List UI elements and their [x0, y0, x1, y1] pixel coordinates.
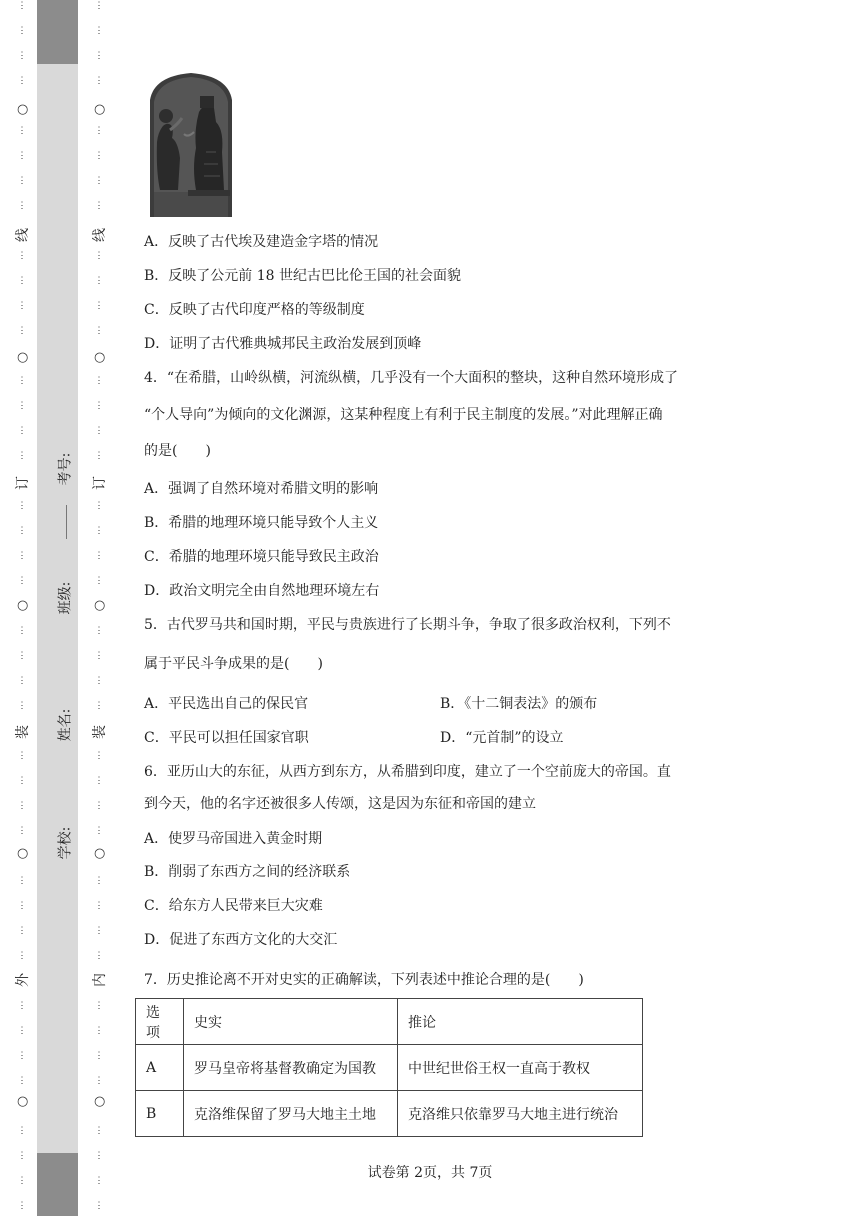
dot-separator: ⋮	[17, 401, 27, 411]
dot-separator: ⋮	[94, 301, 104, 311]
dot-separator: ⋮	[94, 201, 104, 211]
table-cell: 罗马皇帝将基督教确定为国教	[184, 1045, 398, 1091]
dot-separator: ⋮	[17, 551, 27, 561]
dot-separator: ⋮	[94, 401, 104, 411]
dot-separator: ⋮	[94, 1001, 104, 1011]
q6-option-b: B．削弱了东西方之间的经济联系	[144, 864, 351, 880]
binding-strip-top	[37, 0, 78, 64]
q3-option-a: A．反映了古代埃及建造金字塔的情况	[144, 234, 379, 250]
dot-separator: ⋮	[17, 326, 27, 336]
inner-char-xian: 线	[92, 228, 108, 242]
dot-separator: ⋮	[17, 1, 27, 11]
inner-char-zhuang: 装	[92, 725, 108, 739]
dot-separator: ⋮	[94, 126, 104, 136]
dot-separator: ⋮	[94, 776, 104, 786]
table-header-cell: 选项	[136, 999, 184, 1045]
dot-separator: ⋮	[17, 1176, 27, 1186]
outer-char-zhuang: 装	[15, 725, 31, 739]
dot-separator: ⋮	[94, 701, 104, 711]
dot-separator: ⋮	[17, 576, 27, 586]
dot-separator: ⋮	[17, 151, 27, 161]
dot-separator: ⋮	[17, 1076, 27, 1086]
dot-separator: ⋮	[94, 526, 104, 536]
q5-option-d: D．“元首制”的设立	[440, 730, 564, 746]
q4-option-c: C．希腊的地理环境只能导致民主政治	[144, 549, 379, 565]
circle-marker-icon: ○	[94, 846, 106, 861]
dot-separator: ⋮	[94, 676, 104, 686]
q5-option-b: B．《十二铜表法》的颁布	[440, 696, 598, 712]
table-cell: 克洛维只依靠罗马大地主进行统治	[398, 1091, 643, 1137]
dot-separator: ⋮	[17, 201, 27, 211]
dot-separator: ⋮	[94, 426, 104, 436]
q4-stem-line-1: 4．“在希腊，山岭纵横，河流纵横，几乎没有一个大面积的整块，这种自然环境形成了	[144, 370, 679, 386]
dot-separator: ⋮	[17, 1126, 27, 1136]
dot-separator: ⋮	[94, 376, 104, 386]
q7-stem: 7．历史推论离不开对史实的正确解读，下列表述中推论合理的是( )	[144, 972, 584, 988]
dot-separator: ⋮	[94, 751, 104, 761]
dot-separator: ⋮	[17, 1026, 27, 1036]
dot-separator: ⋮	[17, 451, 27, 461]
table-header-row	[136, 999, 643, 1045]
dot-separator: ⋮	[94, 251, 104, 261]
circle-marker-icon: ○	[94, 598, 106, 613]
table-cell: B	[136, 1091, 184, 1137]
dot-separator: ⋮	[94, 1076, 104, 1086]
dot-separator: ⋮	[94, 1, 104, 11]
dot-separator: ⋮	[94, 951, 104, 961]
dot-separator: ⋮	[17, 751, 27, 761]
dot-separator: ⋮	[94, 51, 104, 61]
circle-marker-icon: ○	[94, 350, 106, 365]
dot-separator: ⋮	[17, 776, 27, 786]
q5-option-c: C．平民可以担任国家官职	[144, 730, 309, 746]
dot-separator: ⋮	[17, 426, 27, 436]
circle-marker-icon: ○	[94, 1094, 106, 1109]
circle-marker-icon: ○	[17, 846, 29, 861]
dot-separator: ⋮	[94, 651, 104, 661]
dot-separator: ⋮	[17, 51, 27, 61]
dot-separator: ⋮	[94, 901, 104, 911]
dot-separator: ⋮	[94, 176, 104, 186]
dot-separator: ⋮	[94, 876, 104, 886]
school-label: 学校:	[57, 826, 74, 860]
q6-stem-line-1: 6．亚历山大的东征，从西方到东方，从希腊到印度，建立了一个空前庞大的帝国。直	[144, 764, 671, 780]
dot-separator: ⋮	[94, 576, 104, 586]
q3-option-d: D．证明了古代雅典城邦民主政治发展到顶峰	[144, 336, 422, 352]
circle-marker-icon: ○	[17, 102, 29, 117]
dot-separator: ⋮	[94, 626, 104, 636]
table-row	[136, 1045, 643, 1091]
q5-stem-line-2: 属于平民斗争成果的是( )	[144, 656, 323, 672]
circle-marker-icon: ○	[17, 1094, 29, 1109]
circle-marker-icon: ○	[17, 350, 29, 365]
q5-option-a: A．平民选出自己的保民官	[144, 696, 309, 712]
dot-separator: ⋮	[17, 251, 27, 261]
dot-separator: ⋮	[94, 551, 104, 561]
table-row	[136, 1091, 643, 1137]
dot-separator: ⋮	[17, 1001, 27, 1011]
q4-stem-line-2: “个人导向”为倾向的文化渊源，这某种程度上有利于民主制度的发展。”对此理解正确	[144, 407, 663, 423]
dot-separator: ⋮	[17, 626, 27, 636]
outer-char-wai: 外	[15, 973, 31, 987]
dot-separator: ⋮	[17, 901, 27, 911]
q4-option-d: D．政治文明完全由自然地理环境左右	[144, 583, 380, 599]
q4-option-a: A．强调了自然环境对希腊文明的影响	[144, 481, 379, 497]
dot-separator: ⋮	[94, 501, 104, 511]
table-header-cell: 推论	[398, 999, 643, 1045]
dot-separator: ⋮	[94, 926, 104, 936]
dot-separator: ⋮	[94, 1176, 104, 1186]
dot-separator: ⋮	[17, 951, 27, 961]
dot-separator: ⋮	[94, 26, 104, 36]
dot-separator: ⋮	[17, 126, 27, 136]
dot-separator: ⋮	[94, 1201, 104, 1211]
inner-dot-column	[94, 0, 104, 1216]
dot-separator: ⋮	[17, 701, 27, 711]
stele-image	[144, 72, 238, 217]
circle-marker-icon: ○	[94, 102, 106, 117]
table-cell: 中世纪世俗王权一直高于教权	[398, 1045, 643, 1091]
table-cell: A	[136, 1045, 184, 1091]
dot-separator: ⋮	[94, 151, 104, 161]
field-underline	[66, 505, 67, 539]
dot-separator: ⋮	[17, 176, 27, 186]
dot-separator: ⋮	[94, 801, 104, 811]
dot-separator: ⋮	[17, 76, 27, 86]
q6-option-c: C．给东方人民带来巨大灾难	[144, 898, 323, 914]
outer-dot-column	[17, 0, 27, 1216]
dot-separator: ⋮	[17, 1151, 27, 1161]
outer-char-ding: 订	[15, 476, 31, 490]
table-header-cell: 史实	[184, 999, 398, 1045]
q6-option-d: D．促进了东西方文化的大交汇	[144, 932, 338, 948]
dot-separator: ⋮	[94, 1051, 104, 1061]
q3-option-b: B．反映了公元前 18 世纪古巴比伦王国的社会面貌	[144, 268, 462, 284]
dot-separator: ⋮	[94, 1126, 104, 1136]
dot-separator: ⋮	[17, 876, 27, 886]
dot-separator: ⋮	[17, 376, 27, 386]
dot-separator: ⋮	[94, 1026, 104, 1036]
dot-separator: ⋮	[17, 651, 27, 661]
outer-char-xian: 线	[15, 228, 31, 242]
dot-separator: ⋮	[17, 526, 27, 536]
dot-separator: ⋮	[17, 1201, 27, 1211]
dot-separator: ⋮	[17, 1051, 27, 1061]
dot-separator: ⋮	[94, 326, 104, 336]
q5-stem-line-1: 5．古代罗马共和国时期，平民与贵族进行了长期斗争，争取了很多政治权利，下列不	[144, 617, 671, 633]
class-label: 班级:	[57, 581, 74, 615]
q3-option-c: C．反映了古代印度严格的等级制度	[144, 302, 365, 318]
name-label: 姓名:	[57, 708, 74, 742]
inner-char-ding: 订	[92, 476, 108, 490]
dot-separator: ⋮	[17, 26, 27, 36]
page-footer: 试卷第 2页，共 7页	[367, 1165, 493, 1181]
dot-separator: ⋮	[17, 276, 27, 286]
exam-number-label: 考号:	[57, 452, 74, 486]
dot-separator: ⋮	[94, 276, 104, 286]
dot-separator: ⋮	[94, 76, 104, 86]
circle-marker-icon: ○	[17, 598, 29, 613]
dot-separator: ⋮	[17, 801, 27, 811]
q7-table	[135, 998, 643, 1137]
inner-char-nei: 内	[92, 973, 108, 987]
dot-separator: ⋮	[17, 301, 27, 311]
table-cell: 克洛维保留了罗马大地主土地	[184, 1091, 398, 1137]
q4-stem-line-3: 的是( )	[144, 443, 211, 459]
q6-option-a: A．使罗马帝国进入黄金时期	[144, 831, 323, 847]
dot-separator: ⋮	[94, 1151, 104, 1161]
dot-separator: ⋮	[17, 676, 27, 686]
dot-separator: ⋮	[17, 826, 27, 836]
dot-separator: ⋮	[94, 826, 104, 836]
dot-separator: ⋮	[94, 451, 104, 461]
dot-separator: ⋮	[17, 926, 27, 936]
q6-stem-line-2: 到今天，他的名字还被很多人传颂，这是因为东征和帝国的建立	[144, 796, 536, 812]
dot-separator: ⋮	[17, 501, 27, 511]
q4-option-b: B．希腊的地理环境只能导致个人主义	[144, 515, 379, 531]
